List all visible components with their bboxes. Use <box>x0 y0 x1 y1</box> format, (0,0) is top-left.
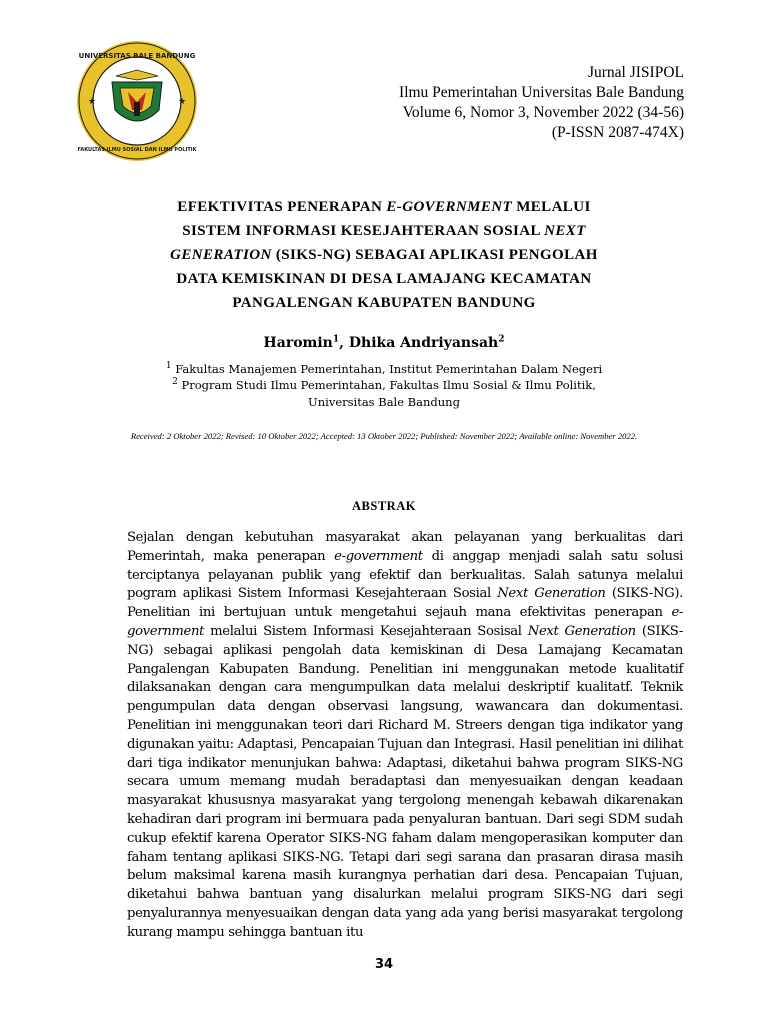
journal-program: Ilmu Pemerintahan Universitas Bale Bandung <box>399 84 684 101</box>
journal-volume: Volume 6, Nomor 3, November 2022 (34-56) <box>402 104 684 121</box>
title-text: SISTEM INFORMASI KESEJAHTERAAN SOSIAL <box>182 223 545 239</box>
title-text: PANGALENGAN KABUPATEN BANDUNG <box>232 295 536 311</box>
abstract-italic: e-government <box>334 548 423 564</box>
affiliation-mark: 2 <box>172 377 178 388</box>
publication-dates: Received: 2 Oktober 2022; Revised: 10 Oktober 2022; Accepted: 13 Oktober 2022; Published: November 2022; Available online: November 2022. <box>130 431 638 441</box>
journal-header <box>399 63 684 143</box>
journal-name: Jurnal JISIPOL <box>587 64 684 81</box>
abstract-italic: Next Generation <box>497 586 606 602</box>
title-text: EFEKTIVITAS PENERAPAN <box>177 199 387 215</box>
affiliation-2 <box>160 377 608 411</box>
author-separator: , <box>339 335 349 351</box>
abstract-text: (SIKS-NG). Penelitian ini bertujuan untuk mengetahui sejauh mana efektivitas penerapan <box>127 586 683 621</box>
journal-issn: (P-ISSN 2087-474X) <box>551 124 684 141</box>
title-text: MELALUI <box>512 199 591 215</box>
affiliation-text: Fakultas Manajemen Pemerintahan, Institut Pemerintahan Dalam Negeri <box>171 362 603 376</box>
title-text: (SIKS-NG) SEBAGAI APLIKASI PENGOLAH <box>271 247 598 263</box>
title-italic: NEXT <box>544 223 586 239</box>
affiliation-1 <box>160 361 608 378</box>
page-number: 34 <box>374 957 394 972</box>
abstract-body <box>127 529 683 943</box>
paper-title <box>110 195 658 315</box>
title-text: DATA KEMISKINAN DI DESA LAMAJANG KECAMATAN <box>176 271 592 287</box>
title-italic: E-GOVERNMENT <box>386 199 513 215</box>
star-icon: ★ <box>178 97 187 107</box>
abstract-text: (SIKS-NG) sebagai aplikasi pengolah data kemiskinan di Desa Lamajang Kecamatan Pangalengan Kabupaten Bandung. Penelitian ini menggunakan metode kualitatif dilaksanakan dengan cara mengumpulkan data melalui deskriptif kualitatf. Teknik pengumpulan data dengan observasi langsung, wawancara dan dokumentasi. Penelitian ini menggunakan teori dari Richard M. Streers dengan tiga indikator yang digunakan yaitu: Adaptasi, Pencapaian Tujuan dan Integrasi. Hasil penelitian ini dilihat dari tiga indikator menunjukan bahwa: Adaptasi, diketahui bahwa program SIKS-NG secara umum memang mudah beradaptasi dan menyesuaikan dengan keadaan masyarakat khususnya masyarakat yang tergolong menengah kebawah dikarenakan kehadiran dari program ini bermuara pada penyaluran bantuan. Dari segi SDM sudah cukup efektif karena Operator SIKS-NG faham dalam mengoperasikan komputer dan faham tentang aplikasi SIKS-NG. Tetapi dari segi sarana dan prasaran dirasa masih belum maksimal karena masih kurangnya perhatian dari desa. Pencapaian Tujuan, diketahui bahwa bantuan yang disalurkan melalui program SIKS-NG dari segi penyalurannya menyesuaikan dengan data yang ada yang berisi masyarakat tergolong kurang mampu sehingga bantuan itu <box>127 623 683 940</box>
abstract-text: melalui Sistem Informasi Kesejahteraan Sosisal <box>204 623 528 639</box>
abstract-text: Sejalan dengan kebutuhan masyarakat akan pelayanan yang berkualitas dari Pemerintah, maka penerapan <box>127 530 683 564</box>
title-italic: GENERATION <box>170 247 272 263</box>
logo-text-bottom: FAKULTAS ILMU SOSIAL DAN ILMU POLITIK <box>77 147 197 153</box>
author-list <box>0 335 768 351</box>
abstract-text: di anggap menjadi salah satu solusi terciptanya pelayanan publik yang efektif dan berkualitas. Salah satunya melalui pogram aplikasi Sistem Informasi Kesejahteraan Sosial <box>127 548 683 602</box>
affiliation-text: Program Studi Ilmu Pemerintahan, Fakultas Ilmu Sosial & Ilmu Politik, Universitas Bale Bandung <box>177 378 596 409</box>
author-affil-mark: 2 <box>498 334 505 345</box>
star-icon: ★ <box>88 97 97 107</box>
author-name: Dhika Andriyansah <box>348 335 499 351</box>
affiliation-mark: 1 <box>165 361 172 372</box>
abstract-italic: Next Generation <box>527 623 636 639</box>
abstract-heading: ABSTRAK <box>352 499 416 513</box>
author-affil-mark: 1 <box>332 334 340 345</box>
university-logo <box>76 40 198 162</box>
abstract-italic: e-government <box>127 605 683 639</box>
logo-text-top: UNIVERSITAS BALE BANDUNG <box>78 52 196 60</box>
author-name: Haromin <box>263 335 333 351</box>
